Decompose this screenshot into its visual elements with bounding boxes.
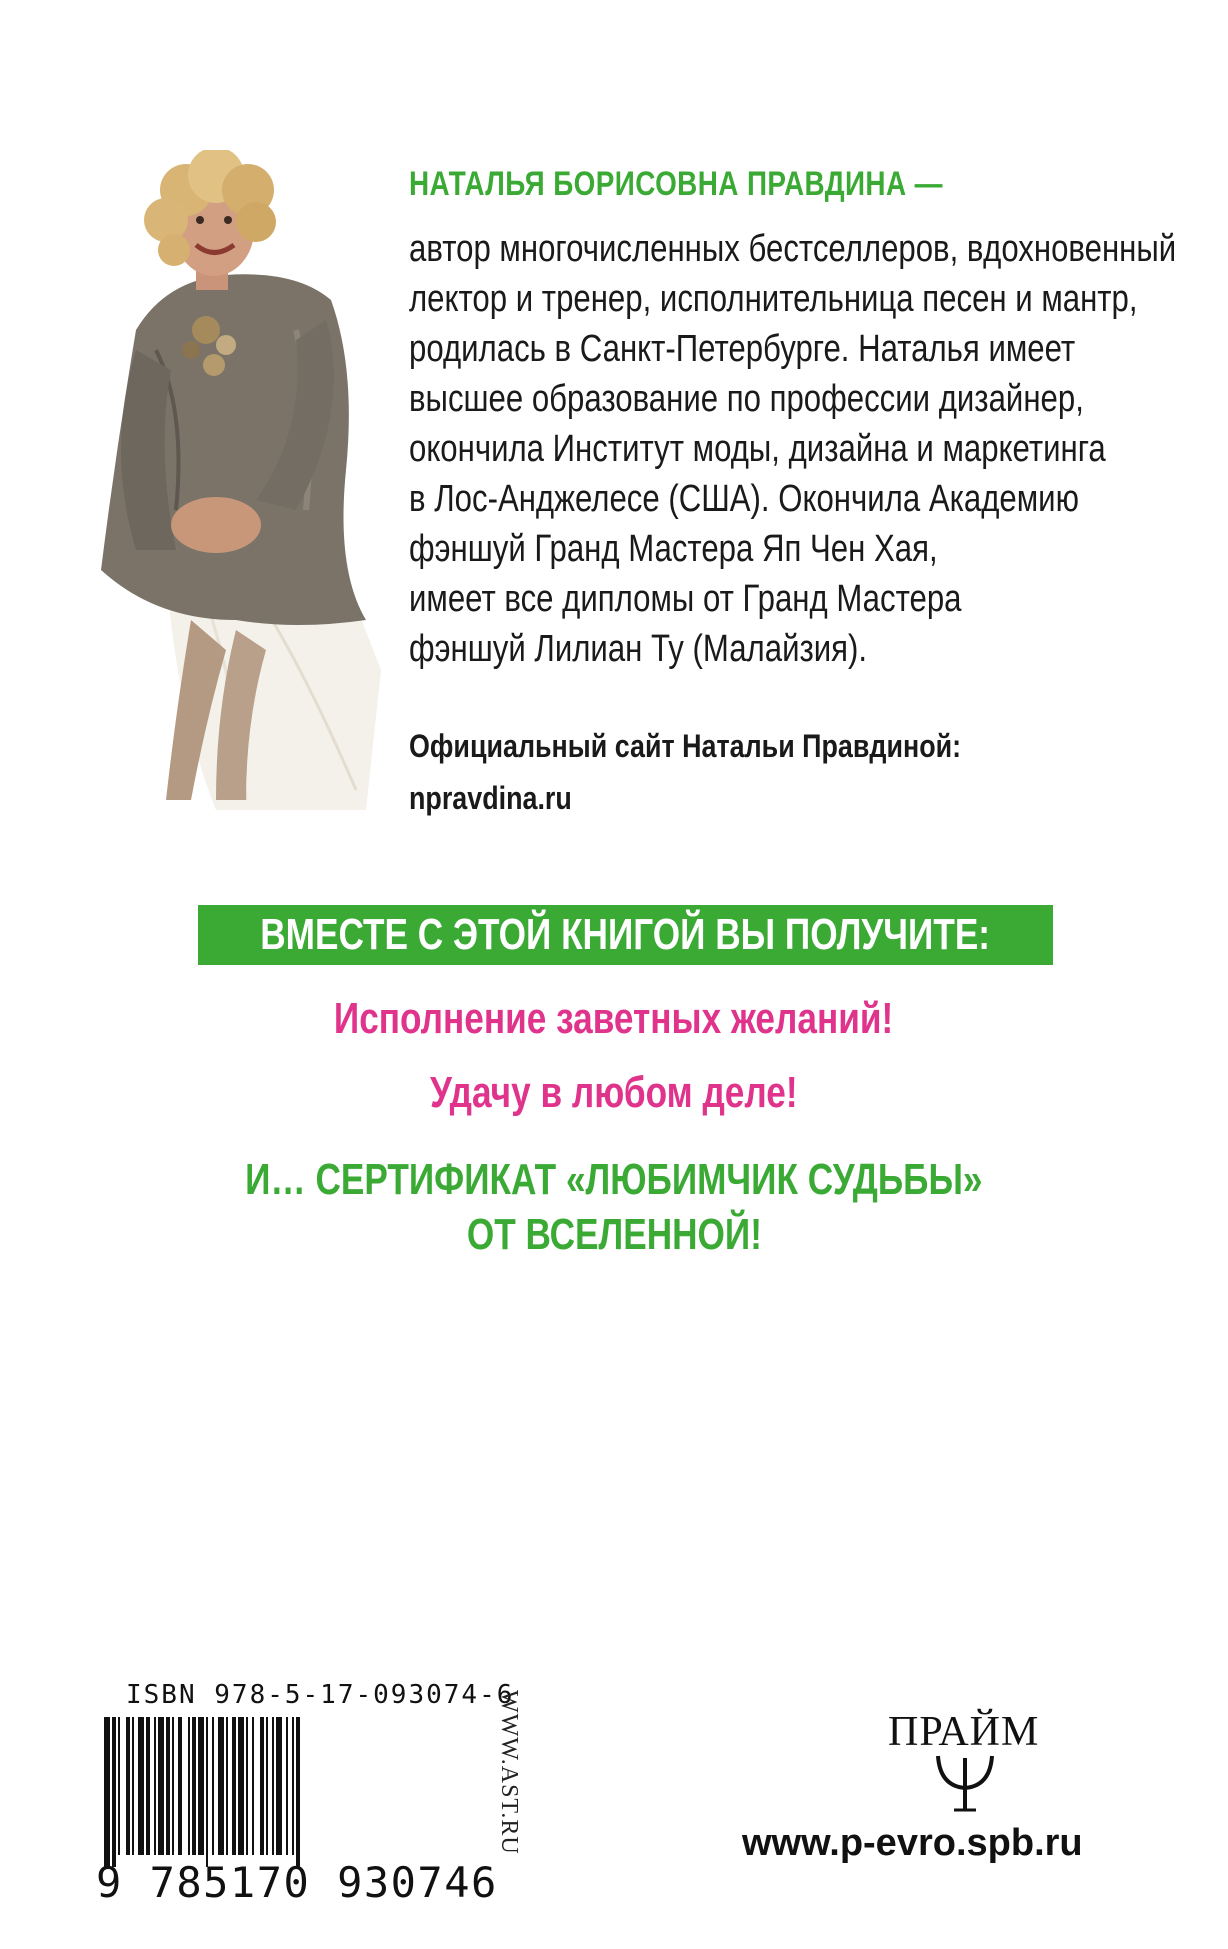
bio-line: окончила Институт моды, дизайна и маркетинга (409, 428, 1106, 470)
promo-certificate-line (0, 1210, 1228, 1260)
promo-line-text: ОТ ВСЕЛЕННОЙ! (466, 1210, 762, 1259)
promo-line (0, 994, 1228, 1044)
bio-line: фэншуй Гранд Мастера Яп Чен Хая, (409, 528, 938, 570)
bio-line: родилась в Санкт-Петербурге. Наталья имеет (409, 328, 1076, 370)
official-site-link[interactable]: npravdina.ru (409, 780, 572, 816)
publisher-site-vertical: WWW.AST.RU (496, 1690, 522, 1855)
promo-banner (198, 905, 1053, 965)
promo-line (0, 1068, 1228, 1118)
promo-line-text: Удачу в любом деле! (430, 1068, 798, 1117)
publisher-url[interactable]: www.p-evro.spb.ru (742, 1822, 1083, 1864)
publisher-logo-text: ПРАЙМ (888, 1709, 1040, 1755)
bio-line: автор многочисленных бестселлеров, вдохновенный (409, 228, 1177, 270)
promo-certificate-line (0, 1155, 1228, 1205)
bio-line: фэншуй Лилиан Ту (Малайзия). (409, 628, 868, 670)
official-site-label: Официальный сайт Натальи Правдиной: (409, 728, 962, 764)
bio-line: имеет все дипломы от Гранд Мастера (409, 578, 962, 620)
psi-logo-icon (930, 1752, 1000, 1814)
isbn-text: ISBN 978-5-17-093074-6 (126, 1680, 515, 1710)
promo-line-text: И… СЕРТИФИКАТ «ЛЮБИМЧИК СУДЬБЫ» (245, 1155, 983, 1204)
author-bio (409, 224, 1177, 674)
bio-line: лектор и тренер, исполнительница песен и мантр, (409, 278, 1138, 320)
author-name: НАТАЛЬЯ БОРИСОВНА ПРАВДИНА — (409, 165, 943, 203)
author-photo (96, 150, 381, 810)
bio-line: высшее образование по профессии дизайнер, (409, 378, 1084, 420)
promo-line-text: Исполнение заветных желаний! (334, 994, 894, 1043)
bio-line: в Лос-Анджелесе (США). Окончила Академию (409, 478, 1079, 520)
promo-banner-text: ВМЕСТЕ С ЭТОЙ КНИГОЙ ВЫ ПОЛУЧИТЕ: (260, 910, 991, 959)
barcode-icon (100, 1717, 480, 1867)
barcode-digits: 9 785170 930746 (96, 1858, 498, 1907)
